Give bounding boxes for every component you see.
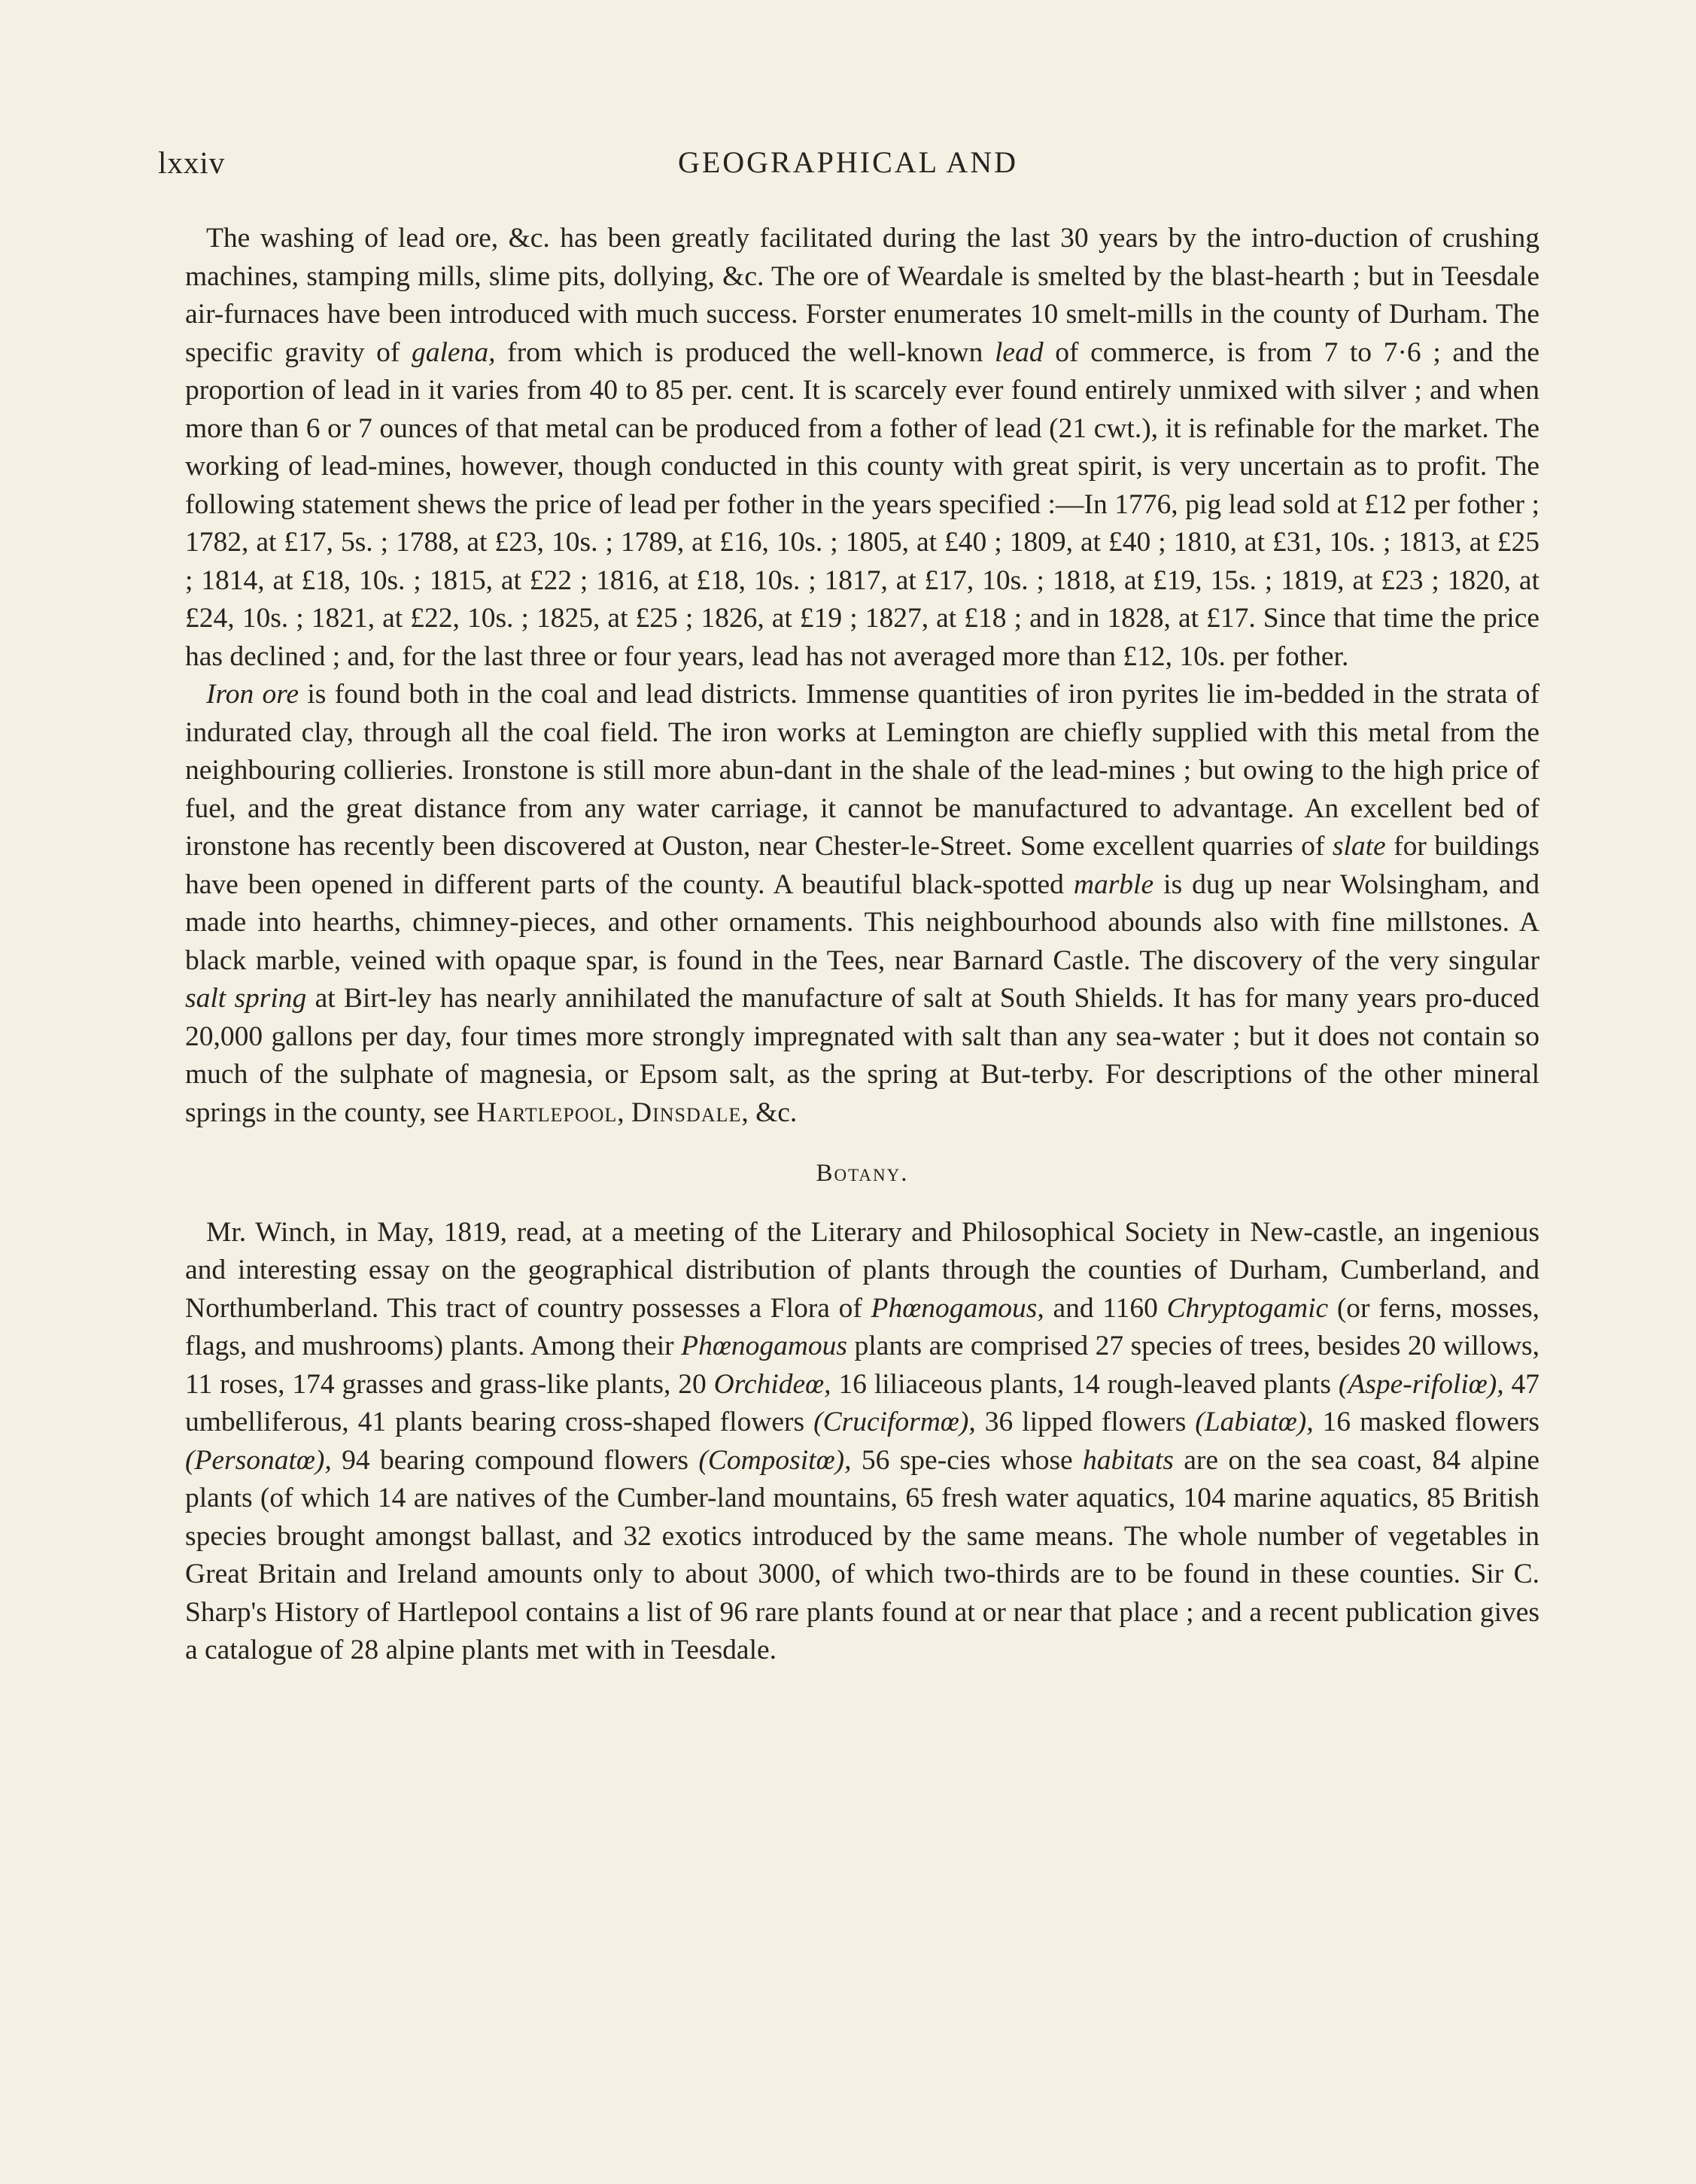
- section-heading-botany: Botany.: [816, 1160, 909, 1187]
- page-number: lxxiv: [158, 145, 226, 180]
- paragraph-lead-ore: The washing of lead ore, &c. has been greatly facilitated during the last 30 years by the intro-duction of crushing machines, stamping mills, slime pits, dollying, &c. The ore of Weardale is smelted by the blast-hearth ; but in Teesdale air-furnaces have been introduced with much success. Forster enumerates 10 smelt-mills in the county of Durham. The specific gravity of galena, from which is produced the well-known lead of commerce, is from 7 to 7·6 ; and the proportion of lead in it varies from 40 to 85 per. cent. It is scarcely ever found entirely unmixed with silver ; and when more than 6 or 7 ounces of that metal can be produced from a fother of lead (21 cwt.), it is refinable for the market. The working of lead-mines, however, though conducted in this county with great spirit, is very uncertain as to profit. The following statement shews the price of lead per fother in the years specified :—In 1776, pig lead sold at £12 per fother ; 1782, at £17, 5s. ; 1788, at £23, 10s. ; 1789, at £16, 10s. ; 1805, at £40 ; 1809, at £40 ; 1810, at £31, 10s. ; 1813, at £25 ; 1814, at £18, 10s. ; 1815, at £22 ; 1816, at £18, 10s. ; 1817, at £17, 10s. ; 1818, at £19, 15s. ; 1819, at £23 ; 1820, at £24, 10s. ; 1821, at £22, 10s. ; 1825, at £25 ; 1826, at £19 ; 1827, at £18 ; and in 1828, at £17. Since that time the price has declined ; and, for the last three or four years, lead has not averaged more than £12, 10s. per fother.: [185, 223, 1539, 672]
- paragraph-iron-ore: Iron ore is found both in the coal and lead districts. Immense quantities of iron pyrites lie im-bedded in the strata of indurated clay, through all the coal field. The iron works at Lemington are chiefly supplied with this metal from the neighbouring collieries. Ironstone is still more abun-dant in the shale of the lead-mines ; but owing to the high price of fuel, and the great distance from any water carriage, it cannot be manufactured to advantage. An excellent bed of ironstone has recently been discovered at Ouston, near Chester-le-Street. Some excellent quarries of slate for buildings have been opened in different parts of the county. A beautiful black-spotted marble is dug up near Wolsingham, and made into hearths, chimney-pieces, and other ornaments. This neighbourhood abounds also with fine millstones. A black marble, veined with opaque spar, is found in the Tees, near Barnard Castle. The discovery of the very singular salt spring at Birt-ley has nearly annihilated the manufacture of salt at South Shields. It has for many years pro-duced 20,000 gallons per day, four times more strongly impregnated with salt than any sea-water ; but it does not contain so much of the sulphate of magnesia, or Epsom salt, as the spring at But-terby. For descriptions of the other mineral springs in the county, see Hartlepool, Dinsdale, &c.: [185, 679, 1540, 1128]
- running-head-title: GEOGRAPHICAL AND: [677, 145, 1019, 179]
- body-text: [185, 220, 1539, 1670]
- running-head: [158, 144, 1538, 190]
- paragraph-botany: Mr. Winch, in May, 1819, read, at a meeting of the Literary and Philosophical Society in New-castle, an ingenious and interesting essay on the geographical distribution of plants through the counties of Durham, Cumberland, and Northumberland. This tract of country possesses a Flora of Phœnogamous, and 1160 Chryptogamic (or ferns, mosses, flags, and mushrooms) plants. Among their Phœnogamous plants are comprised 27 species of trees, besides 20 willows, 11 roses, 174 grasses and grass-like plants, 20 Orchideœ, 16 liliaceous plants, 14 rough-leaved plants (Aspe-rifoliœ), 47 umbelliferous, 41 plants bearing cross-shaped flowers (Cruciformœ), 36 lipped flowers (Labiatœ), 16 masked flowers (Personatœ), 94 bearing compound flowers (Compositœ), 56 spe-cies whose habitats are on the sea coast, 84 alpine plants (of which 14 are natives of the Cumber-land mountains, 65 fresh water aquatics, 104 marine aquatics, 85 British species brought amongst ballast, and 32 exotics introduced by the same means. The whole number of vegetables in Great Britain and Ireland amounts only to about 3000, of which two-thirds are to be found in these counties. Sir C. Sharp's History of Hartlepool contains a list of 96 rare plants found at or near that place ; and a recent publication gives a catalogue of 28 alpine plants met with in Teesdale.: [185, 1216, 1540, 1665]
